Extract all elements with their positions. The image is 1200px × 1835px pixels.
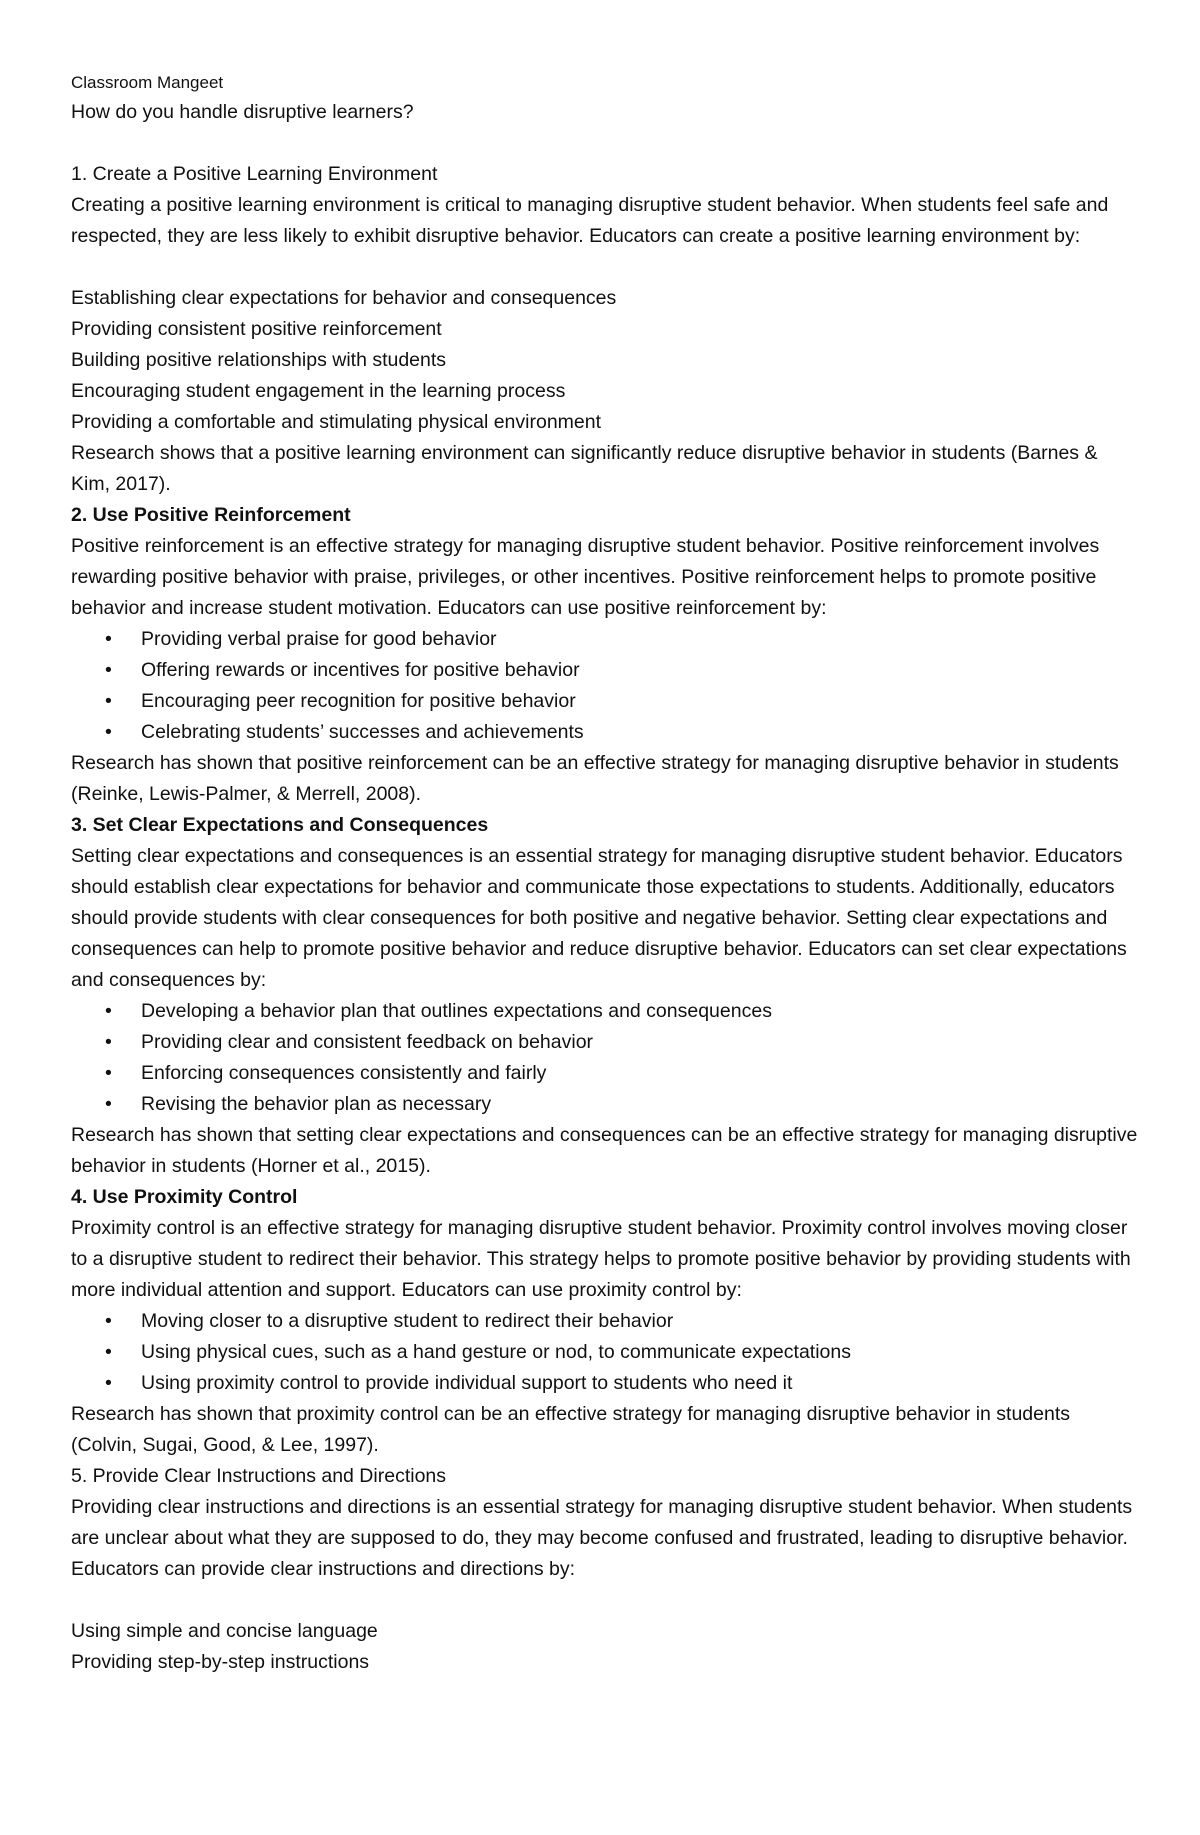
bullet-icon: •	[105, 690, 112, 712]
section-5-item: Providing step-by-step instructions	[71, 1651, 370, 1673]
section-3-bullet-list	[71, 996, 1140, 1120]
spacer	[71, 1585, 1140, 1616]
list-item	[105, 717, 1140, 748]
bullet-icon: •	[105, 1310, 112, 1332]
list-item-text: Developing a behavior plan that outlines expectations and consequences	[141, 1000, 772, 1022]
section-1-intro: Creating a positive learning environment is critical to managing disruptive student behavior. When students feel safe and respected, they are less likely to exhibit disruptive behavior. Educators can create a positive learning environment by:	[71, 194, 1114, 247]
bullet-icon: •	[105, 1093, 112, 1115]
list-item	[105, 1368, 1140, 1399]
section-3-heading: 3. Set Clear Expectations and Consequences	[71, 814, 489, 836]
section-4-research: Research has shown that proximity control can be an effective strategy for managing disruptive behavior in students (Colvin, Sugai, Good, & Lee, 1997).	[71, 1403, 1076, 1456]
list-item-text: Revising the behavior plan as necessary	[141, 1093, 492, 1115]
list-item-text: Providing verbal praise for good behavior	[141, 628, 497, 650]
bullet-icon: •	[105, 721, 112, 743]
section-1-item: Building positive relationships with students	[71, 349, 447, 371]
section-1-research: Research shows that a positive learning environment can significantly reduce disruptive behavior in students (Barnes & Kim, 2017).	[71, 442, 1103, 495]
section-4-intro: Proximity control is an effective strategy for managing disruptive student behavior. Proximity control involves moving closer to a disruptive student to redirect their behavior. This strategy helps to promote positive behavior by providing students with more individual attention and support. Educators can use proximity control by:	[71, 1217, 1137, 1301]
bullet-icon: •	[105, 1062, 112, 1084]
section-1-item: Providing a comfortable and stimulating physical environment	[71, 411, 602, 433]
bullet-icon: •	[105, 659, 112, 681]
list-item-text: Providing clear and consistent feedback on behavior	[141, 1031, 594, 1053]
section-4-bullet-list	[71, 1306, 1140, 1399]
bullet-icon: •	[105, 628, 112, 650]
list-item	[105, 655, 1140, 686]
section-3-intro: Setting clear expectations and consequences is an essential strategy for managing disruptive student behavior. Educators should establish clear expectations for behavior and communicate those expectations to students. Additionally, educators should provide students with clear consequences for both positive and negative behavior. Setting clear expectations and consequences can help to promote positive behavior and reduce disruptive behavior. Educators can set clear expectations and consequences by:	[71, 845, 1133, 991]
bullet-icon: •	[105, 1031, 112, 1053]
list-item-text: Offering rewards or incentives for positive behavior	[141, 659, 580, 681]
list-item	[105, 1027, 1140, 1058]
spacer	[71, 128, 1140, 159]
section-1-item: Encouraging student engagement in the learning process	[71, 380, 566, 402]
document-question: How do you handle disruptive learners?	[71, 101, 414, 123]
list-item	[105, 1089, 1140, 1120]
section-5-item: Using simple and concise language	[71, 1620, 378, 1642]
list-item-text: Enforcing consequences consistently and fairly	[141, 1062, 547, 1084]
spacer	[71, 252, 1140, 283]
section-2-bullet-list	[71, 624, 1140, 748]
section-5-heading: 5. Provide Clear Instructions and Directions	[71, 1465, 447, 1487]
bullet-icon: •	[105, 1000, 112, 1022]
list-item-text: Using proximity control to provide individual support to students who need it	[141, 1372, 793, 1394]
section-1-item: Establishing clear expectations for behavior and consequences	[71, 287, 617, 309]
section-5-intro: Providing clear instructions and directions is an essential strategy for managing disruptive student behavior. When students are unclear about what they are supposed to do, they may become confused and frustrated, leading to disruptive behavior. Educators can provide clear instructions and directions by:	[71, 1496, 1139, 1580]
list-item-text: Using physical cues, such as a hand gesture or nod, to communicate expectations	[141, 1341, 851, 1363]
document-header: Classroom Mangeet	[71, 73, 224, 92]
list-item-text: Celebrating students’ successes and achievements	[141, 721, 584, 743]
list-item	[105, 1306, 1140, 1337]
list-item-text: Moving closer to a disruptive student to redirect their behavior	[141, 1310, 674, 1332]
list-item	[105, 996, 1140, 1027]
list-item	[105, 686, 1140, 717]
section-3-research: Research has shown that setting clear expectations and consequences can be an effective strategy for managing disruptive behavior in students (Horner et al., 2015).	[71, 1124, 1143, 1177]
section-2-heading: 2. Use Positive Reinforcement	[71, 504, 351, 526]
section-4-heading: 4. Use Proximity Control	[71, 1186, 298, 1208]
list-item	[105, 1058, 1140, 1089]
bullet-icon: •	[105, 1372, 112, 1394]
list-item-text: Encouraging peer recognition for positive behavior	[141, 690, 576, 712]
section-1-item: Providing consistent positive reinforcement	[71, 318, 442, 340]
section-1-heading: 1. Create a Positive Learning Environment	[71, 163, 438, 185]
list-item	[105, 1337, 1140, 1368]
list-item	[105, 624, 1140, 655]
bullet-icon: •	[105, 1341, 112, 1363]
section-2-research: Research has shown that positive reinforcement can be an effective strategy for managing disruptive behavior in students (Reinke, Lewis-Palmer, & Merrell, 2008).	[71, 752, 1125, 805]
section-2-intro: Positive reinforcement is an effective strategy for managing disruptive student behavior. Positive reinforcement involves rewarding positive behavior with praise, privileges, or other incentives. Positive reinforcement helps to promote positive behavior and increase student motivation. Educators can use positive reinforcement by:	[71, 535, 1105, 619]
